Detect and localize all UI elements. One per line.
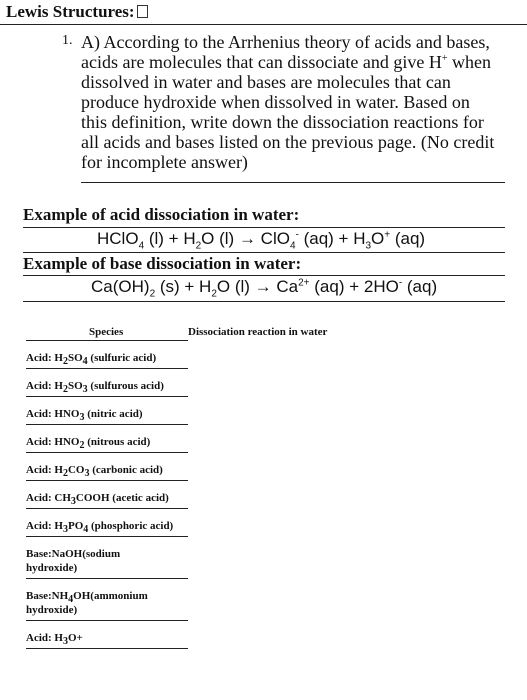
table-row: Acid: $H_3O+$ [26, 631, 188, 649]
table-row: Acid: $CH_3COOH$ (acetic acid) [26, 491, 188, 509]
base-example-equation [91, 277, 438, 300]
acid-heading-rule [23, 227, 505, 228]
acid-equation-rule [23, 252, 505, 253]
question-underline [81, 182, 505, 183]
acid-equation-text: HClO$_4$ $(l) + H_2O$ (l) → ClO$_4$- $(aq) + H_3O^+$ (aq) [97, 229, 426, 252]
dissociation-header: Dissociation reaction in water [188, 326, 328, 338]
section-title [6, 2, 148, 22]
question-line-4: produce hydroxide when dissolved in water. Based on [81, 92, 470, 112]
title-divider [0, 24, 527, 25]
question-line-3: dissolved in water and bases are molecules that can [81, 72, 451, 92]
question-line-5: this definition, write down the dissociation reactions for [81, 112, 484, 132]
question-line-2: acids are molecules that can dissociate and give H+ when [81, 52, 492, 72]
species-header-rule [26, 340, 188, 341]
table-row: Acid: $H_2SO_3$ (sulfurous acid) [26, 379, 188, 397]
question-number: 1. [62, 33, 73, 48]
table-row: Acid: $HNO_2$ (nitrous acid) [26, 435, 188, 453]
base-heading-rule [23, 275, 505, 276]
base-example-heading: Example of base dissociation in water: [23, 254, 302, 273]
base-equation-rule [23, 301, 505, 302]
missing-glyph-box [137, 5, 148, 18]
question-line-6: all acids and bases listed on the previous page. (No credit [81, 132, 495, 152]
acid-example-heading: Example of acid dissociation in water: [23, 205, 300, 224]
table-row: Base:NaOH(sodium hydroxide) [26, 547, 188, 579]
base-equation-text: $Ca(OH)_2$ $(s) + H_2O$ $(l) \to Ca^{2+}$ (aq) + 2HO- (aq) [91, 277, 438, 300]
table-row: Acid: $HNO_3$ (nitric acid) [26, 407, 188, 425]
acid-example-equation [97, 229, 426, 252]
table-row: Acid: $H_2SO_4$ (sulfuric acid) [26, 351, 188, 369]
question-line-1: A) According to the Arrhenius theory of acids and bases, [81, 32, 490, 52]
species-header: Species [89, 326, 124, 338]
table-row: Acid: $H_3PO_4$ (phosphoric acid) [26, 519, 188, 537]
table-row: $Base:NH_4OH(ammonium$ hydroxide) [26, 589, 188, 621]
table-row: Acid: $H_2CO_3$ (carbonic acid) [26, 463, 188, 481]
question-line-7: for incomplete answer) [81, 152, 248, 172]
section-title-text: Lewis Structures: [6, 2, 135, 21]
